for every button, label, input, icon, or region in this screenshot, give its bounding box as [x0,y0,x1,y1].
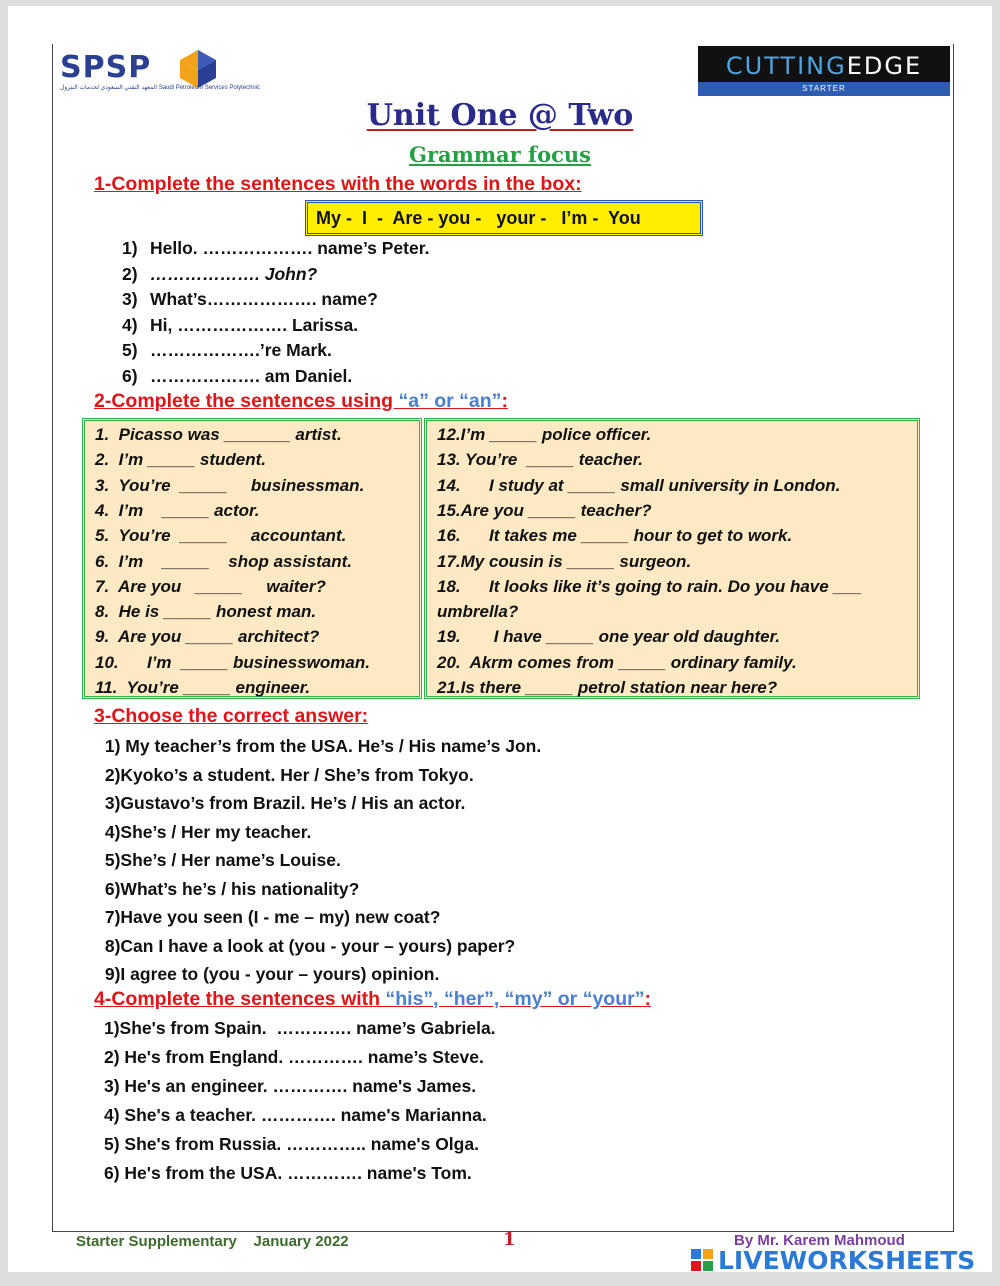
list-item: 20. Akrm comes from _____ ordinary family. [437,652,797,672]
page-number: 1 [503,1229,516,1250]
footer-course-date: Starter Supplementary January 2022 [76,1233,349,1250]
list-item: 4)She’s / Her my teacher. [100,821,312,842]
list-item: 3) He's an engineer. …………. name's James. [104,1076,477,1096]
list-item: 2)Kyoko’s a student. Her / She’s from Tokyo. [100,764,474,785]
list-item: 2) He's from England. …………. name’s Steve. [104,1047,484,1067]
list-item: 3)Gustavo’s from Brazil. He’s / His an actor. [100,793,466,813]
section4-heading: 4-Complete the sentences with “his”, “her”, “my” or “your”: [94,988,651,1010]
list-item: 2. I’m _____ student. [95,450,267,470]
list-item: 6) He's from the USA. …………. name's Tom. [104,1163,472,1183]
page-title: Unit One @ Two [366,98,634,133]
list-item: 19. I have _____ one year old daughter. [437,627,780,647]
spsp-logo-text: SPSP [60,50,152,85]
cutting-edge-title [698,52,950,80]
list-item: 9. Are you _____ architect? [95,627,320,647]
list-item: 11. You’re _____ engineer. [95,678,311,697]
list-item: 4. I’m _____ actor. [95,500,260,520]
section2-left-box [82,418,422,699]
list-item: 16. It takes me _____ hour to get to work. [437,526,793,546]
list-item: 5) She's from Russia. ………….. name's Olga. [104,1134,479,1154]
footer-author: By Mr. Karem Mahmoud [734,1232,905,1249]
cutting-word: CUTTING [725,52,847,80]
list-item: 6) ………………. am Daniel. [122,365,353,386]
list-item: 4) Hi, ………………. Larissa. [122,314,359,335]
cutting-edge-logo [698,46,950,96]
list-item: 5. You’re _____ accountant. [95,526,347,546]
list-item: 1) My teacher’s from the USA. He’s / His name’s Jon. [100,736,542,756]
liveworksheets-watermark [690,1246,990,1274]
list-item: 2) ………………. John? [122,263,318,284]
list-item: 12.I’m _____ police officer. [437,425,652,444]
edge-word: EDGE [846,52,923,80]
list-item: 8. He is _____ honest man. [95,602,317,622]
liveworksheets-logo-icon [690,1248,714,1272]
list-item: 10. I’m _____ businesswoman. [95,652,370,672]
starter-label: STARTER [698,82,950,96]
page-subtitle: Grammar focus [409,142,591,167]
spsp-logo-subtext: المعهد التقني السعودي لخدمات البترول Saudi Petroleum Services Polytechnic [60,85,261,91]
list-item: umbrella? [437,602,519,622]
section2-heading: 2-Complete the sentences using “a” or “an”: [94,390,508,412]
list-item: 21.Is there _____ petrol station near here? [437,678,778,697]
list-item: 7. Are you _____ waiter? [95,576,326,596]
liveworksheets-text: LIVEWORKSHEETS [718,1246,976,1275]
list-item: 1) Hello. ………………. name’s Peter. [122,238,430,258]
list-item: 13. You’re _____ teacher. [437,450,644,470]
word-box: My - I - Are - you - your - I’m - You [305,200,703,236]
list-item: 9)I agree to (you - your – yours) opinion. [100,964,440,984]
list-item: 15.Are you _____ teacher? [437,500,652,520]
section3-heading: 3-Choose the correct answer: [94,705,369,727]
list-item: 6. I’m _____ shop assistant. [95,551,353,571]
list-item: 18. It looks like it’s going to rain. Do you have ___ [437,576,862,596]
list-item: 3. You’re _____ businessman. [95,475,365,495]
list-item: 1)She's from Spain. …………. name’s Gabriela. [104,1018,496,1038]
list-item: 14. I study at _____ small university in London. [437,475,841,495]
list-item: 1. Picasso was _______ artist. [95,425,342,444]
spsp-logo [60,46,261,98]
list-item: 4) She's a teacher. …………. name's Marianna. [104,1105,487,1125]
list-item: 3) What’s………………. name? [122,289,378,309]
list-item: 5)She’s / Her name’s Louise. [100,850,341,870]
list-item: 6)What’s he’s / his nationality? [100,878,360,899]
list-item: 8)Can I have a look at (you - your – yours) paper? [100,935,516,956]
list-item: 17.My cousin is _____ surgeon. [437,551,692,571]
section2-right-box [424,418,920,699]
list-item: 5) ……………….’re Mark. [122,340,332,360]
section1-heading: 1-Complete the sentences with the words in the box: [94,173,582,195]
list-item: 7)Have you seen (I - me – my) new coat? [100,907,441,927]
